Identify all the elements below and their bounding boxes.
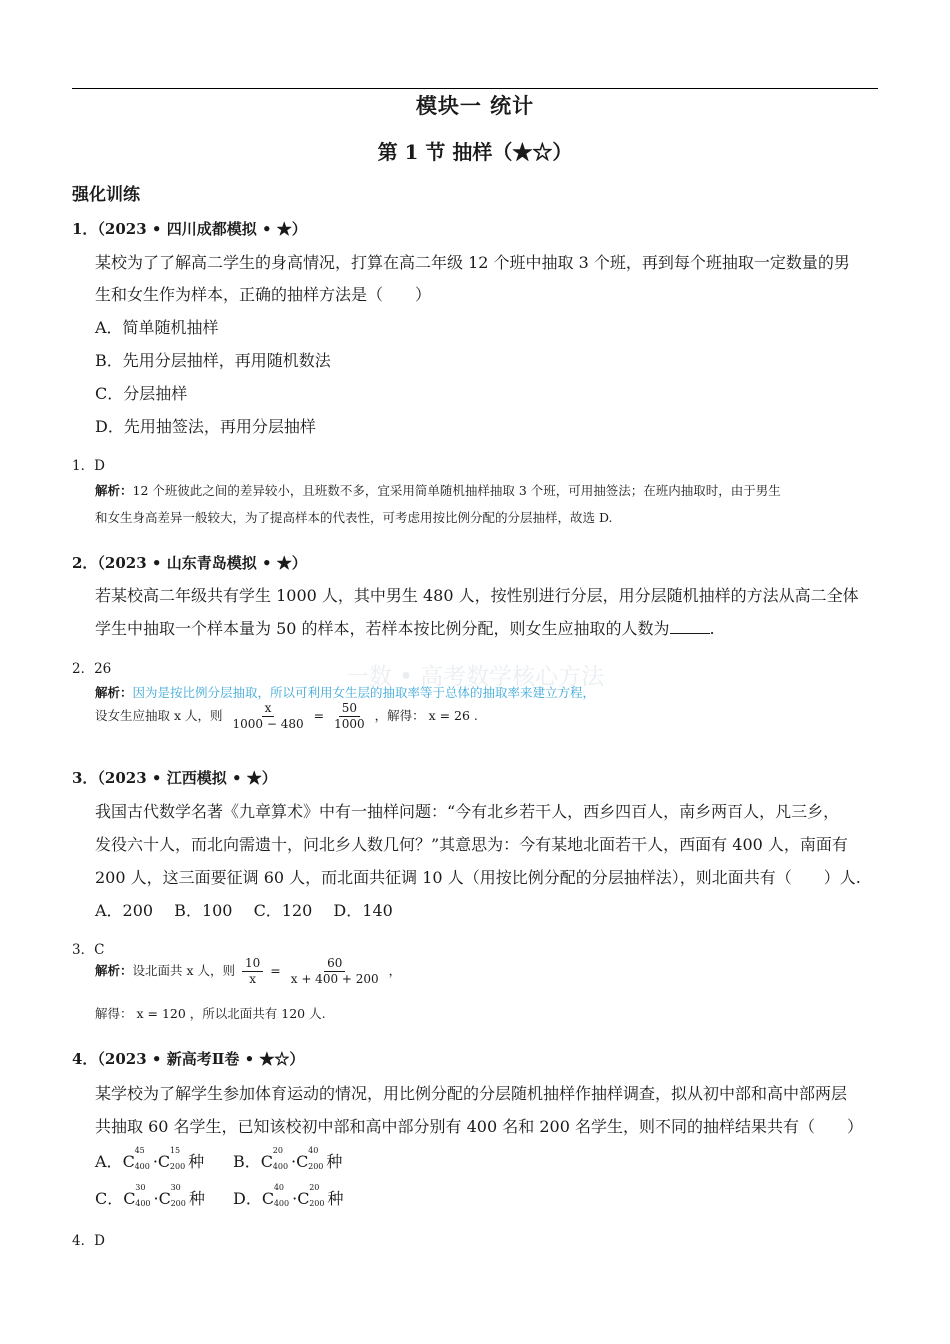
question-3-text-line-2: 发役六十人，而北向需遗十，问北乡人数几何？”其意思为：今有某地北面若干人，西面有 400 人，南面有 (95, 835, 848, 854)
combination-sup: 20 (309, 1183, 320, 1192)
combination-sub: 200 (170, 1199, 186, 1208)
combination-sub: 200 (308, 1162, 324, 1171)
question-3-solution-equation (95, 956, 401, 987)
solution-hint-text: 因为是按比例分层抽取，所以可利用女生层的抽取率等于总体的抽取率来建立方程， (132, 685, 596, 700)
question-4-option-c (95, 1183, 205, 1209)
multiply-dot: · (153, 1189, 159, 1208)
question-3-text-line-1: 我国古代数学名著《九章算术》中有一抽样问题：“今有北乡若干人，西乡四百人，南乡两百人，凡三乡， (95, 802, 840, 821)
combination-sup: 30 (170, 1183, 181, 1192)
fraction-numerator: 50 (339, 701, 360, 717)
option-label: A． (95, 1152, 123, 1171)
question-3-answer: 3．C (72, 942, 105, 958)
option-suffix: 种 (327, 1189, 344, 1208)
combination-sub: 400 (272, 1162, 289, 1171)
question-4-option-d (233, 1183, 344, 1209)
question-2-text-end: . (709, 619, 715, 638)
fraction-denominator: 1000 (334, 717, 365, 731)
question-3-text-line-3: 200 人，这三面要征调 60 人，而北面共征调 10 人（用按比例分配的分层抽样法），则北面共有（ ）人. (95, 868, 861, 887)
question-4-option-a (95, 1146, 205, 1172)
option-suffix: 种 (188, 1189, 205, 1208)
combination-symbol: C (260, 1152, 274, 1171)
combination-sub: 400 (135, 1199, 151, 1208)
question-4-answer: 4．D (72, 1233, 105, 1249)
solution-text: 12 个班彼此之间的差异较小，且班数不多，宜采用简单随机抽样抽取 3 个班，可用抽签法；在班内抽取时，由于男生 (132, 483, 781, 498)
question-4-text-line-2: 共抽取 60 名学生，已知该校初中部和高中部分别有 400 名和 200 名学生，则不同的抽样结果共有（ ） (95, 1117, 863, 1136)
combination-symbol: C (158, 1189, 171, 1208)
combination (123, 1183, 153, 1208)
question-4-heading: 4．（2023 • 新高考Ⅱ卷 • ★☆） (72, 1050, 305, 1068)
combination-symbol: C (123, 1189, 136, 1208)
question-1-answer: 1．D (72, 458, 105, 474)
question-1-option-d: D．先用抽签法，再用分层抽样 (95, 417, 316, 436)
combination (260, 1146, 291, 1171)
combination (261, 1183, 292, 1208)
combination-sup: 20 (272, 1146, 283, 1155)
combination-sub: 400 (273, 1199, 290, 1208)
question-1-solution-line-2: 和女生身高差异一般较大，为了提高样本的代表性，可考虑用按比例分配的分层抽样，故选 D. (95, 510, 613, 525)
question-2-solution-equation (95, 701, 478, 732)
combination-sup: 45 (134, 1146, 145, 1155)
option-label: B． (233, 1152, 261, 1171)
equals-sign: = (270, 963, 281, 978)
option-suffix: 种 (326, 1152, 343, 1171)
combination-sup: 30 (135, 1183, 146, 1192)
section-title: 第 1 节 抽样（★☆） (377, 140, 573, 164)
fraction (331, 701, 368, 732)
module-title: 模块一 统计 (415, 93, 535, 118)
fraction (288, 956, 382, 987)
question-3-heading: 3．（2023 • 江西模拟 • ★） (72, 769, 277, 787)
question-1-option-c: C．分层抽样 (95, 384, 188, 403)
combination (297, 1183, 327, 1208)
fraction-numerator: 60 (324, 956, 345, 972)
question-4-option-b (233, 1146, 343, 1172)
header-rule (72, 88, 878, 89)
multiply-dot: · (152, 1152, 158, 1171)
combination-symbol: C (122, 1152, 135, 1171)
question-3-solution-line-2: 解得： x = 120 ，所以北面共有 120 人. (95, 1006, 326, 1021)
solution-text: 设女生应抽取 x 人，则 (95, 708, 223, 723)
option-suffix: 种 (188, 1152, 205, 1171)
question-1-text-line-1: 某校为了了解高二学生的身高情况，打算在高二年级 12 个班中抽取 3 个班，再到每个班抽取一定数量的男 (95, 253, 850, 272)
combination-symbol: C (296, 1152, 309, 1171)
fraction-denominator: x (249, 972, 257, 986)
combination-symbol: C (157, 1152, 171, 1171)
question-1-option-b: B．先用分层抽样，再用随机数法 (95, 351, 331, 370)
question-3-options: A．200 B．100 C．120 D．140 (95, 901, 393, 920)
option-label: C． (95, 1189, 124, 1208)
solution-text: 设北面共 x 人，则 (132, 963, 236, 978)
fraction-denominator: x + 400 + 200 (290, 972, 379, 986)
combination-sub: 400 (134, 1162, 150, 1171)
fraction (229, 701, 306, 732)
combination-sup: 40 (273, 1183, 285, 1192)
fraction-denominator: 1000 − 480 (232, 717, 304, 731)
question-2-answer: 2．26 (72, 661, 112, 677)
combination (158, 1183, 189, 1208)
option-label: D． (233, 1189, 262, 1208)
answer-blank (670, 619, 710, 634)
question-1-solution-line-1 (95, 481, 781, 499)
multiply-dot: · (291, 1152, 297, 1171)
question-1-option-a: A．简单随机抽样 (95, 318, 219, 337)
question-4-text-line-1: 某学校为了解学生参加体育运动的情况，用比例分配的分层随机抽样作抽样调查，拟从初中部和高中部两层 (95, 1084, 848, 1103)
combination (157, 1146, 188, 1171)
question-2-solution-hint (95, 683, 595, 701)
section-label: 强化训练 (72, 185, 140, 205)
solution-text: ， (388, 963, 402, 978)
combination-symbol: C (297, 1189, 310, 1208)
combination-sup: 15 (169, 1146, 181, 1155)
solution-text: ，解得： x = 26 . (374, 708, 478, 723)
question-2-heading: 2．（2023 • 山东青岛模拟 • ★） (72, 554, 307, 572)
fraction-numerator: 10 (242, 956, 263, 972)
question-2-text-line-2 (95, 616, 715, 639)
solution-label: 解析： (95, 685, 133, 700)
combination-symbol: C (261, 1189, 275, 1208)
question-1-heading: 1．（2023 • 四川成都模拟 • ★） (72, 220, 307, 238)
solution-label: 解析： (95, 963, 133, 978)
combination (296, 1146, 326, 1171)
multiply-dot: · (292, 1189, 298, 1208)
solution-label: 解析： (95, 483, 133, 498)
fraction (242, 956, 263, 987)
combination-sub: 200 (309, 1199, 325, 1208)
combination (122, 1146, 153, 1171)
equals-sign: = (313, 708, 325, 723)
fraction-numerator: x (262, 701, 275, 717)
combination-sub: 200 (169, 1162, 186, 1171)
combination-sup: 40 (308, 1146, 319, 1155)
watermark: 一数 • 高考数学核心方法 (345, 664, 605, 690)
question-2-text-line-1: 若某校高二年级共有学生 1000 人，其中男生 480 人，按性别进行分层，用分层随机抽样的方法从高二全体 (95, 586, 859, 605)
question-1-text-line-2: 生和女生作为样本，正确的抽样方法是（ ） (95, 285, 432, 304)
question-2-text: 学生中抽取一个样本量为 50 的样本，若样本按比例分配，则女生应抽取的人数为 (95, 619, 670, 638)
